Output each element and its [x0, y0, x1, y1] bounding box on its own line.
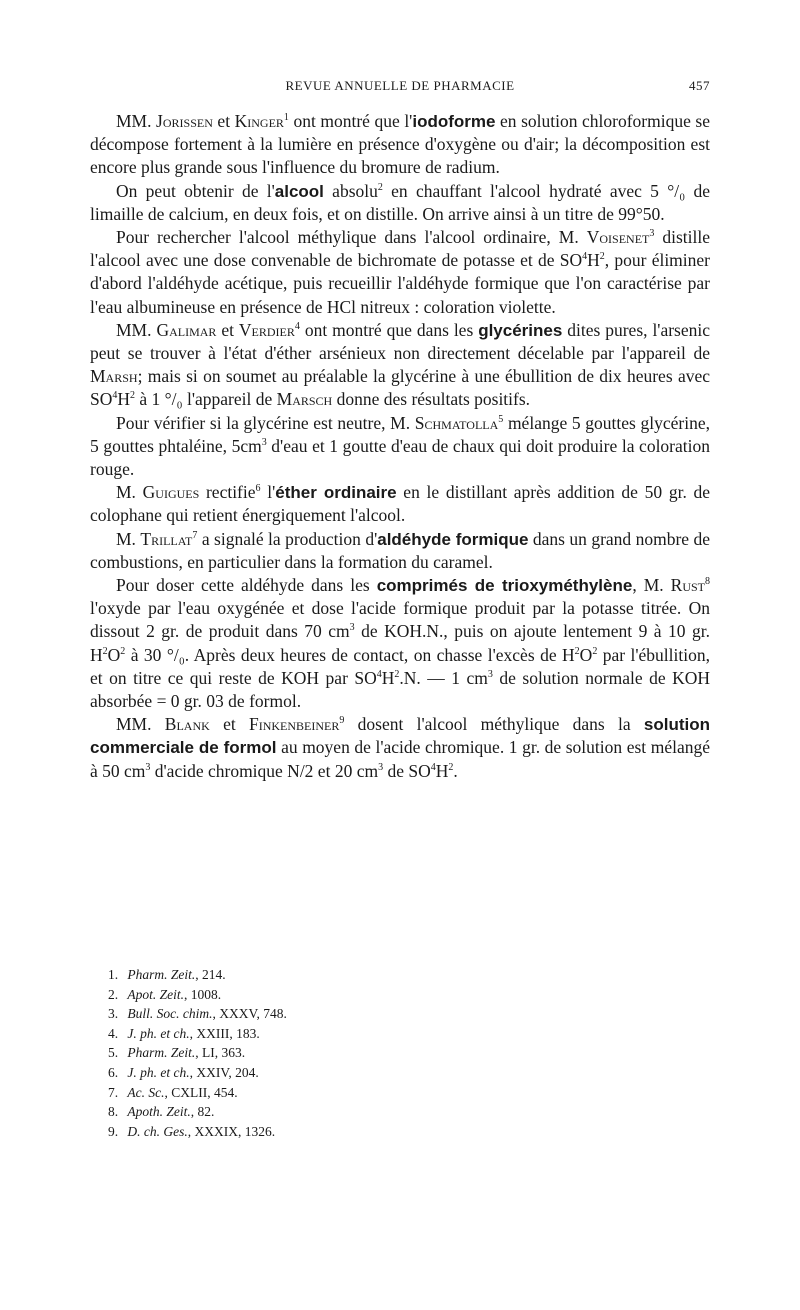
journal-title: REVUE ANNUELLE DE PHARMACIE [285, 78, 515, 93]
footnotes [108, 965, 608, 1141]
paragraph-alcool-methylique: Pour rechercher l'alcool méthylique dans l'alcool ordinaire, M. Voisenet$^3$ distille l'alcool avec une dose convenable de bichromate de potasse et de $SO^4H^2$, pour éliminer d'abord l'aldéhyde acétique, puis recueillir l'aldéhyde formique que l'on caractérise par l'eau albumineuse en présence de HCl nitreux : coloration violette. [90, 227, 710, 317]
paragraph-ether: M. Guigues rectifie$^6$ l'éther ordinaire en le distillant après addition de 50 gr. de colophane qui retient énergiquement l'alcool. [90, 482, 711, 526]
author-name: Galimar [156, 319, 217, 340]
keyword: aldéhyde formique [377, 529, 529, 549]
article-body [90, 110, 710, 783]
author-name: Blank [164, 714, 210, 735]
author-name: Rust [670, 575, 705, 596]
footnote-ref: 4 [294, 321, 300, 332]
author-name: Finkenbeiner [248, 714, 340, 735]
author-name: Schmatolla [414, 412, 499, 433]
paragraph-glycerine-neutre: Pour vérifier si la glycérine est neutre, M. Schmatolla$^5$ mélange 5 gouttes glycérine, 5 gouttes phtaléine, $5cm^3$ d'eau et 1 goutte d'eau de chaux qui doit produire la coloration rouge. [90, 412, 711, 480]
footnote: 6. J. ph. et ch., XXIV, 204. [108, 1064, 259, 1080]
footnote: 3. Bull. Soc. chim., XXXV, 748. [108, 1006, 287, 1022]
keyword: glycérines [478, 320, 563, 340]
keyword: solution commerciale de formol [90, 715, 710, 758]
paragraph-glycerines: MM. Galimar et Verdier$^4$ ont montré que dans les glycérines dites pures, l'arsenic peut se trouver à l'état d'éther arsénieux non directement décelable par l'appareil de Marsh; mais si on soumet au préalable la glycérine à une ébullition de dix heures avec $SO^4H^2$ à 1 °/₀ l'appareil de Marsch donne des résultats positifs. [90, 319, 711, 410]
keyword: éther ordinaire [275, 483, 397, 503]
footnote-ref: 9 [339, 715, 345, 727]
footnote-ref: 6 [255, 483, 261, 495]
page-number: 457 [689, 78, 710, 93]
footnote: 1. Pharm. Zeit., 214. [108, 967, 226, 982]
running-header [90, 78, 710, 100]
footnote: 4. J. ph. et ch., XXIII, 183. [108, 1025, 260, 1041]
footnote: 5. Pharm. Zeit., LI, 363. [108, 1045, 246, 1061]
paragraph-formol: MM. Blank et Finkenbeiner$^9$ dosent l'alcool méthylique dans la solution commerciale de formol au moyen de l'acide chromique. 1 gr. de solution est mélangé à 50 $cm^3$ d'acide chromique N/2 et 20 $cm^3$ de $SO^4H^2$. [90, 714, 711, 781]
author-name: Jorissen [156, 111, 213, 131]
footnote: 2. Apot. Zeit., 1008. [108, 986, 222, 1002]
footnote-ref: 8 [705, 576, 710, 588]
paragraph-aldehyde-formique: M. Trillat$^7$ a signalé la production d'aldéhyde formique dans un grand nombre de combustions, en particulier dans la formation du caramel. [90, 528, 710, 572]
footnote-ref: 1 [283, 112, 289, 124]
footnote-ref: 7 [192, 529, 198, 541]
author-name: Guigues [142, 482, 200, 503]
footnote: 9. D. ch. Ges., XXXIX, 1326. [108, 1123, 276, 1139]
author-name: Marsch [276, 389, 333, 410]
paragraph-trioxymethylene: Pour doser cette aldéhyde dans les comprimés de trioxyméthylène, M. Rust$^8$ l'oxyde par l'eau oxygénée et dose l'acide formique produit par la potasse titrée. On dissout 2 gr. de produit dans 70 $cm^3$ de KOH.N., puis on ajoute lentement 9 à 10 gr. $H^2O^2$ à 30 °/₀. Après deux heures de contact, on chasse l'excès de $H^2O^2$ par l'ébullition, et on titre ce qui reste de KOH par $SO^4H^2.N$. — 1 $cm^3$ de solution normale de KOH absorbée = 0 gr. 03 de formol. [90, 575, 710, 712]
author-name: Verdier [238, 319, 295, 340]
author-name: Kinger [234, 111, 284, 131]
footnote: 7. Ac. Sc., CXLII, 454. [108, 1084, 238, 1100]
author-name: Voisenet [586, 227, 650, 248]
author-name: Trillat [140, 528, 193, 549]
author-name: Marsh [90, 366, 138, 387]
paragraph-iodoforme: MM. Jorissen et Kinger$^1$ ont montré que l'iodoforme en solution chloroformique se décompose fortement à la lumière en présence d'oxygène ou d'air; la décomposition est encore plus grande sous l'influence du bromure de radium. [90, 111, 710, 178]
keyword: alcool [274, 181, 324, 201]
paragraph-alcool-absolu: On peut obtenir de l'alcool absolu$^2$ en chauffant l'alcool hydraté avec 5 °/₀ de limaille de calcium, en deux fois, et on distille. On arrive ainsi à un titre de 99°50. [90, 180, 710, 224]
footnote-ref: 2 [377, 181, 383, 193]
keyword: comprimés de trioxyméthylène [376, 576, 633, 596]
footnote-ref: 3 [649, 228, 655, 240]
footnote-ref: 5 [498, 413, 504, 425]
keyword: iodoforme [412, 112, 496, 131]
footnote: 8. Apoth. Zeit., 82. [108, 1104, 215, 1120]
